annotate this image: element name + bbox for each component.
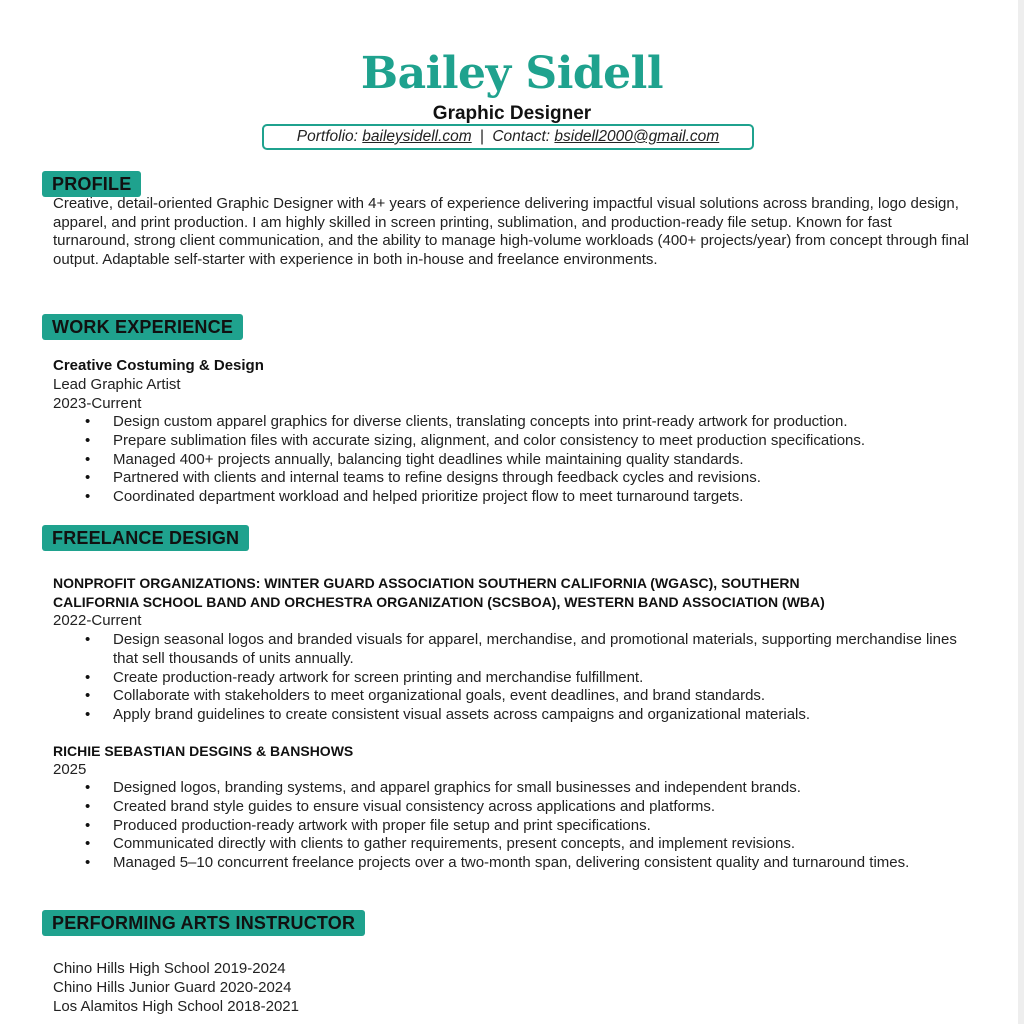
instructor-line: Los Alamitos High School 2018-2021 <box>53 998 299 1015</box>
work-bullets <box>53 413 973 507</box>
list-item: • Design seasonal logos and branded visuals for apparel, merchandise, and promotional materials, supporting merchandise lines that sell thousands of units annually. <box>53 631 973 669</box>
list-item: • Apply brand guidelines to create consistent visual assets across campaigns and organizational materials. <box>53 706 973 725</box>
profile-heading: PROFILE <box>42 171 141 197</box>
instructor-line: Chino Hills High School 2019-2024 <box>53 960 286 977</box>
list-item: • Managed 5–10 concurrent freelance projects over a two-month span, delivering consistent quality and turnaround times. <box>53 854 973 873</box>
work-dates: 2023-Current <box>53 395 142 412</box>
email-link[interactable]: bsidell2000@gmail.com <box>554 128 720 145</box>
org1-title-line2: CALIFORNIA SCHOOL BAND AND ORCHESTRA ORGANIZATION (SCSBOA), WESTERN BAND ASSOCIATION (WBA) <box>53 594 825 610</box>
freelance-heading: FREELANCE DESIGN <box>42 525 249 551</box>
work-company: Creative Costuming & Design <box>53 357 264 374</box>
org1-bullets <box>53 631 973 725</box>
contact-box <box>262 124 754 150</box>
profile-text: Creative, detail-oriented Graphic Designer with 4+ years of experience delivering impactful visual solutions across branding, logo design, apparel, and print production. I am highly skilled in screen printing, sublimation, and production-ready file setup. Known for fast turnaround, strong client communication, and the ability to manage high-volume workloads (400+ projects/year) from concept through final output. Adaptable self-starter with experience in both in-house and freelance environments. <box>53 195 969 268</box>
list-item: • Created brand style guides to ensure visual consistency across applications and platforms. <box>53 798 973 817</box>
list-item: • Prepare sublimation files with accurate sizing, alignment, and color consistency to meet production specifications. <box>53 432 973 451</box>
instructor-heading: PERFORMING ARTS INSTRUCTOR <box>42 910 365 936</box>
candidate-name: Bailey Sidell <box>360 48 664 99</box>
org2-title: RICHIE SEBASTIAN DESGINS & BANSHOWS <box>53 743 354 759</box>
list-item: • Produced production-ready artwork with proper file setup and print specifications. <box>53 817 973 836</box>
work-role: Lead Graphic Artist <box>53 376 181 393</box>
list-item: • Managed 400+ projects annually, balancing tight deadlines while maintaining quality standards. <box>53 451 973 470</box>
portfolio-link[interactable]: baileysidell.com <box>362 128 472 145</box>
org2-dates: 2025 <box>53 761 87 778</box>
work-experience-heading: WORK EXPERIENCE <box>42 314 243 340</box>
list-item: • Designed logos, branding systems, and apparel graphics for small businesses and independent brands. <box>53 779 973 798</box>
job-title: Graphic Designer <box>432 103 592 124</box>
contact-label: Contact: <box>492 128 551 145</box>
list-item: • Design custom apparel graphics for diverse clients, translating concepts into print-ready artwork for production. <box>53 413 973 432</box>
contact-separator: | <box>480 128 485 145</box>
org1-dates: 2022-Current <box>53 612 142 629</box>
portfolio-label: Portfolio: <box>296 128 358 145</box>
list-item: • Communicated directly with clients to gather requirements, present concepts, and implement revisions. <box>53 835 973 854</box>
org1-title-line1: NONPROFIT ORGANIZATIONS: WINTER GUARD ASSOCIATION SOUTHERN CALIFORNIA (WGASC), SOUTHERN <box>53 575 800 591</box>
org2-bullets <box>53 779 973 873</box>
list-item: • Create production-ready artwork for screen printing and merchandise fulfillment. <box>53 669 973 688</box>
list-item: • Coordinated department workload and helped prioritize project flow to meet turnaround targets. <box>53 488 973 507</box>
list-item: • Collaborate with stakeholders to meet organizational goals, event deadlines, and brand standards. <box>53 687 973 706</box>
instructor-line: Chino Hills Junior Guard 2020-2024 <box>53 979 292 996</box>
list-item: • Partnered with clients and internal teams to refine designs through feedback cycles and revisions. <box>53 469 973 488</box>
page-edge <box>1018 0 1024 1024</box>
